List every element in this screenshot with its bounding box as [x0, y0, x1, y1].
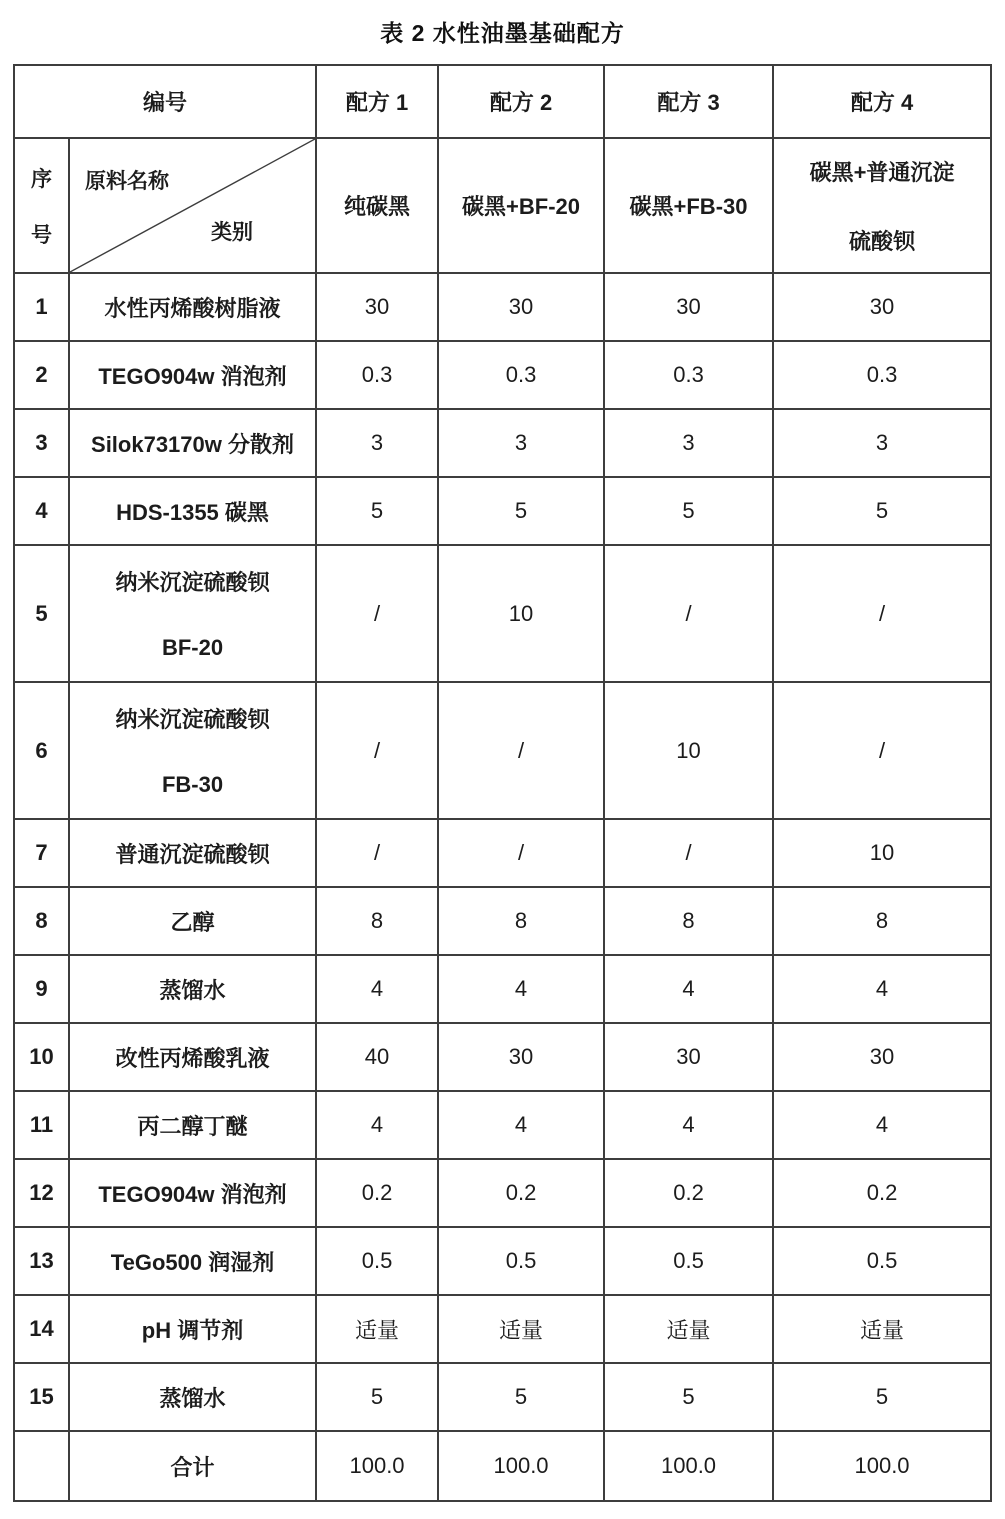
- value-cell: 4: [316, 1091, 438, 1159]
- value-cell: 0.2: [316, 1159, 438, 1227]
- value-cell: 3: [773, 409, 991, 477]
- value-cell: 0.5: [773, 1227, 991, 1295]
- material-name-cell: 蒸馏水: [69, 955, 316, 1023]
- value-cell: 4: [604, 1091, 773, 1159]
- total-value-cell: 100.0: [438, 1431, 604, 1501]
- value-cell: 30: [604, 1023, 773, 1091]
- category-label: 类别: [211, 221, 254, 244]
- value-cell: 30: [773, 1023, 991, 1091]
- value-cell: 3: [604, 409, 773, 477]
- diagonal-line: [70, 139, 315, 272]
- table-row: [14, 545, 991, 682]
- value-cell: 适量: [438, 1295, 604, 1363]
- value-cell: /: [316, 545, 438, 682]
- value-cell: 5: [438, 477, 604, 545]
- value-cell: 0.5: [438, 1227, 604, 1295]
- value-cell: 30: [438, 273, 604, 341]
- page-title: 表 2 水性油墨基础配方: [380, 20, 625, 46]
- row-number-cell: 1: [14, 273, 69, 341]
- material-name-cell: TEGO904w 消泡剂: [69, 341, 316, 409]
- value-cell: 0.2: [438, 1159, 604, 1227]
- value-cell: 5: [773, 1363, 991, 1431]
- value-cell: /: [773, 682, 991, 819]
- value-cell: 10: [438, 545, 604, 682]
- sequence-header-char-1: 序: [31, 167, 52, 191]
- value-cell: 8: [316, 887, 438, 955]
- formula-table: [13, 64, 992, 1502]
- table-row: [14, 1091, 991, 1159]
- value-cell: 30: [438, 1023, 604, 1091]
- row-number-cell: 13: [14, 1227, 69, 1295]
- value-cell: 30: [604, 273, 773, 341]
- row-number-cell: 11: [14, 1091, 69, 1159]
- value-cell: 0.3: [316, 341, 438, 409]
- value-cell: 30: [316, 273, 438, 341]
- row-number-cell: 4: [14, 477, 69, 545]
- value-cell: 0.3: [773, 341, 991, 409]
- material-name-cell: HDS-1355 碳黑: [69, 477, 316, 545]
- value-cell: 4: [773, 955, 991, 1023]
- value-cell: 40: [316, 1023, 438, 1091]
- value-cell: 5: [316, 477, 438, 545]
- row-number-cell: 2: [14, 341, 69, 409]
- formula-1-header-cell: 配方 1: [316, 65, 438, 138]
- total-label-cell: 合计: [69, 1431, 316, 1501]
- value-cell: /: [438, 682, 604, 819]
- value-cell: 4: [438, 955, 604, 1023]
- value-cell: 0.2: [773, 1159, 991, 1227]
- row-number-cell: 10: [14, 1023, 69, 1091]
- id-header-cell: 编号: [14, 65, 316, 138]
- value-cell: 30: [773, 273, 991, 341]
- value-cell: 0.5: [316, 1227, 438, 1295]
- value-cell: /: [438, 819, 604, 887]
- material-name-cell: Silok73170w 分散剂: [69, 409, 316, 477]
- row-number-cell: 6: [14, 682, 69, 819]
- material-name-cell: 丙二醇丁醚: [69, 1091, 316, 1159]
- formula-4-type-line-1: 碳黑+普通沉淀: [809, 159, 955, 185]
- total-value-cell: 100.0: [604, 1431, 773, 1501]
- row-number-cell: 14: [14, 1295, 69, 1363]
- diagonal-corner-cell: [69, 138, 316, 273]
- total-empty-cell: [14, 1431, 69, 1501]
- value-cell: 10: [773, 819, 991, 887]
- header-row-1: [14, 65, 991, 138]
- formula-3-header-cell: 配方 3: [604, 65, 773, 138]
- material-name-line-2: BF-20: [161, 635, 224, 660]
- material-name-cell: [69, 682, 316, 819]
- material-name-line-1: 纳米沉淀硫酸钡: [115, 707, 270, 732]
- total-value-cell: 100.0: [773, 1431, 991, 1501]
- formula-2-header-cell: 配方 2: [438, 65, 604, 138]
- table-row: [14, 1363, 991, 1431]
- formula-3-type-cell: 碳黑+FB-30: [604, 138, 773, 273]
- value-cell: 4: [773, 1091, 991, 1159]
- value-cell: 5: [604, 477, 773, 545]
- material-name-cell: 改性丙烯酸乳液: [69, 1023, 316, 1091]
- table-row: [14, 1159, 991, 1227]
- table-row: [14, 682, 991, 819]
- material-name-cell: 水性丙烯酸树脂液: [69, 273, 316, 341]
- formula-2-type-cell: 碳黑+BF-20: [438, 138, 604, 273]
- table-row: [14, 819, 991, 887]
- row-number-cell: 3: [14, 409, 69, 477]
- formula-4-type-line-2: 硫酸钡: [849, 228, 916, 254]
- sequence-header-cell: [14, 138, 69, 273]
- formula-4-header-cell: 配方 4: [773, 65, 991, 138]
- value-cell: 3: [316, 409, 438, 477]
- value-cell: /: [604, 545, 773, 682]
- value-cell: 5: [604, 1363, 773, 1431]
- value-cell: 3: [438, 409, 604, 477]
- row-number-cell: 9: [14, 955, 69, 1023]
- value-cell: 5: [316, 1363, 438, 1431]
- row-number-cell: 5: [14, 545, 69, 682]
- table-row: [14, 1023, 991, 1091]
- value-cell: /: [773, 545, 991, 682]
- value-cell: 4: [604, 955, 773, 1023]
- formula-4-type-cell: [773, 138, 991, 273]
- value-cell: 适量: [316, 1295, 438, 1363]
- value-cell: 适量: [773, 1295, 991, 1363]
- value-cell: 10: [604, 682, 773, 819]
- total-value-cell: 100.0: [316, 1431, 438, 1501]
- material-name-label: 原料名称: [85, 170, 169, 193]
- value-cell: 5: [773, 477, 991, 545]
- table-row: [14, 1295, 991, 1363]
- row-number-cell: 12: [14, 1159, 69, 1227]
- table-row: [14, 1227, 991, 1295]
- value-cell: /: [316, 682, 438, 819]
- value-cell: 8: [438, 887, 604, 955]
- value-cell: 0.3: [438, 341, 604, 409]
- table-row: [14, 273, 991, 341]
- value-cell: 0.5: [604, 1227, 773, 1295]
- total-row: [14, 1431, 991, 1501]
- value-cell: 适量: [604, 1295, 773, 1363]
- value-cell: 4: [316, 955, 438, 1023]
- row-number-cell: 8: [14, 887, 69, 955]
- material-name-line-2: FB-30: [161, 772, 224, 797]
- formula-1-type-cell: 纯碳黑: [316, 138, 438, 273]
- value-cell: 0.2: [604, 1159, 773, 1227]
- header-row-2: [14, 138, 991, 273]
- value-cell: 5: [438, 1363, 604, 1431]
- row-number-cell: 7: [14, 819, 69, 887]
- table-row: [14, 409, 991, 477]
- material-name-cell: TeGo500 润湿剂: [69, 1227, 316, 1295]
- material-name-cell: 普通沉淀硫酸钡: [69, 819, 316, 887]
- table-row: [14, 341, 991, 409]
- table-row: [14, 477, 991, 545]
- table-row: [14, 887, 991, 955]
- material-name-cell: pH 调节剂: [69, 1295, 316, 1363]
- value-cell: 4: [438, 1091, 604, 1159]
- material-name-cell: 蒸馏水: [69, 1363, 316, 1431]
- material-name-cell: TEGO904w 消泡剂: [69, 1159, 316, 1227]
- table-row: [14, 955, 991, 1023]
- material-name-line-1: 纳米沉淀硫酸钡: [115, 570, 270, 595]
- row-number-cell: 15: [14, 1363, 69, 1431]
- sequence-header-char-2: 号: [31, 223, 52, 247]
- material-name-cell: 乙醇: [69, 887, 316, 955]
- material-name-cell: [69, 545, 316, 682]
- value-cell: 8: [773, 887, 991, 955]
- value-cell: /: [604, 819, 773, 887]
- value-cell: /: [316, 819, 438, 887]
- value-cell: 8: [604, 887, 773, 955]
- value-cell: 0.3: [604, 341, 773, 409]
